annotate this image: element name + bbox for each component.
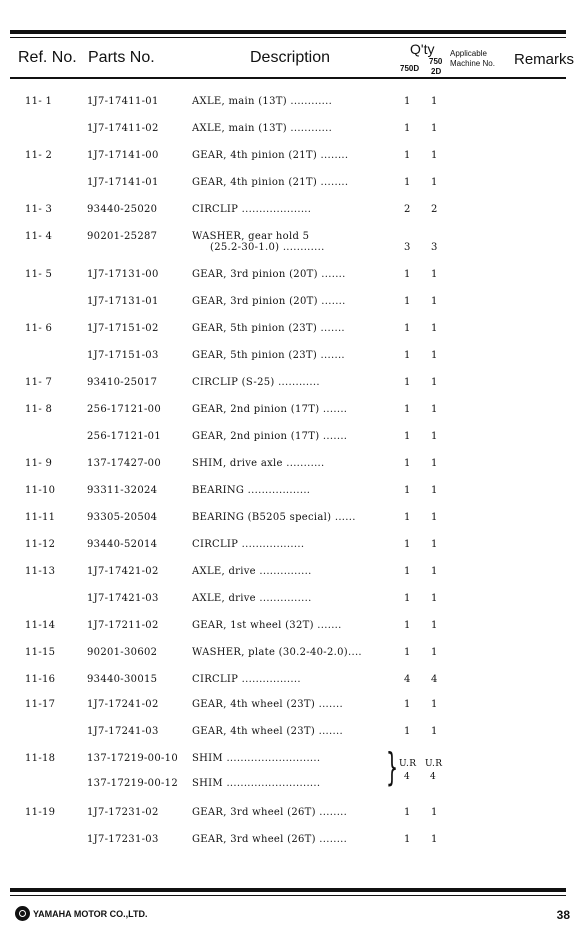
qty-750-2d-cell: 1 xyxy=(431,269,438,280)
description-cell: WASHER, plate (30.2-40-2.0).... xyxy=(192,647,362,658)
parts-no-cell: 1J7-17151-02 xyxy=(87,323,159,334)
parts-no-cell: 93305-20504 xyxy=(87,512,158,523)
qty-750d-cell: 1 xyxy=(404,458,411,469)
header-750-bottom: 2D xyxy=(431,67,442,76)
qty-750d-cell: 1 xyxy=(404,296,411,307)
qty-750-2d-cell: 1 xyxy=(431,647,438,658)
qty-750-2d-cell: 1 xyxy=(431,485,438,496)
header-rule xyxy=(10,77,566,79)
qty-750-2d-cell: 1 xyxy=(431,431,438,442)
qty-750d-cell: 1 xyxy=(404,699,411,710)
qty-750-2d-cell: 1 xyxy=(431,323,438,334)
ref-cell: 11-19 xyxy=(25,807,56,818)
page-number: 38 xyxy=(556,908,570,922)
description-cell: GEAR, 1st wheel (32T) ....... xyxy=(192,620,342,631)
header-ref-no: Ref. No. xyxy=(18,49,77,66)
qty-750-2d-cell: 1 xyxy=(431,539,438,550)
qty-750d-cell: 2 xyxy=(404,204,411,215)
description-cell: AXLE, drive ............... xyxy=(192,566,312,577)
description-cell: SHIM ........................... xyxy=(192,753,321,764)
parts-no-cell: 1J7-17231-03 xyxy=(87,834,159,845)
parts-no-cell: 1J7-17231-02 xyxy=(87,807,159,818)
ref-cell: 11-10 xyxy=(25,485,56,496)
ref-cell: 11- 7 xyxy=(25,377,53,388)
description-cell: GEAR, 2nd pinion (17T) ....... xyxy=(192,404,348,415)
qty-750d-cell: 1 xyxy=(404,485,411,496)
qty-750-2d-cell: 1 xyxy=(431,350,438,361)
qty-750-2d-cell: 1 xyxy=(431,177,438,188)
ref-cell: 11- 4 xyxy=(25,231,53,242)
qty-750d-cell: 1 xyxy=(404,647,411,658)
ref-cell: 11-13 xyxy=(25,566,56,577)
parts-no-cell: 93410-25017 xyxy=(87,377,158,388)
qty-750-2d-cell: 1 xyxy=(431,593,438,604)
header-750-top: 750 xyxy=(429,57,443,66)
parts-no-cell: 93440-30015 xyxy=(87,674,158,685)
ref-cell: 11- 6 xyxy=(25,323,53,334)
parts-no-cell: 137-17219-00-10 xyxy=(87,753,178,764)
qty-750d-cell: 1 xyxy=(404,431,411,442)
qty-750d-cell: 1 xyxy=(404,123,411,134)
qty-750d-cell: 1 xyxy=(404,834,411,845)
header-remarks: Remarks xyxy=(514,51,575,68)
parts-no-cell: 1J7-17411-02 xyxy=(87,123,159,134)
parts-no-cell: 137-17219-00-12 xyxy=(87,778,178,789)
qty-750d-cell: 1 xyxy=(404,96,411,107)
qty-750-2d-cell: 1 xyxy=(431,726,438,737)
qty-750d-cell: 1 xyxy=(404,377,411,388)
description-cell: BEARING (B5205 special) ...... xyxy=(192,512,356,523)
description-cell: WASHER, gear hold 5 xyxy=(192,231,310,242)
description-cell: GEAR, 3rd wheel (26T) ........ xyxy=(192,807,348,818)
qty-750d-cell: 1 xyxy=(404,269,411,280)
ref-cell: 11-14 xyxy=(25,620,56,631)
parts-no-cell: 93440-52014 xyxy=(87,539,158,550)
qty-750-2d-cell: 1 xyxy=(431,296,438,307)
ref-cell: 11-11 xyxy=(25,512,56,523)
description-cell: GEAR, 4th wheel (23T) ....... xyxy=(192,699,343,710)
ref-cell: 11- 8 xyxy=(25,404,53,415)
qty-750-2d-cell: 1 xyxy=(431,807,438,818)
description-cell: GEAR, 3rd wheel (26T) ........ xyxy=(192,834,348,845)
parts-no-cell: 1J7-17411-01 xyxy=(87,96,159,107)
qty-750d-cell: 1 xyxy=(404,323,411,334)
parts-no-cell: 1J7-17151-03 xyxy=(87,350,159,361)
qty-750-2d-cell: 1 xyxy=(431,834,438,845)
parts-no-cell: 1J7-17141-00 xyxy=(87,150,159,161)
description-cell: AXLE, main (13T) ............ xyxy=(192,123,333,134)
description-cell: CIRCLIP .................... xyxy=(192,204,312,215)
shim-q1-value: 4 xyxy=(404,772,411,782)
shim-q1-ur: U.R xyxy=(399,759,417,769)
ref-cell: 11- 2 xyxy=(25,150,53,161)
qty-750-2d-cell: 3 xyxy=(431,242,438,253)
description-cell: GEAR, 4th wheel (23T) ....... xyxy=(192,726,343,737)
qty-750d-cell: 1 xyxy=(404,177,411,188)
description-cell: GEAR, 5th pinion (23T) ....... xyxy=(192,350,345,361)
qty-750d-cell: 1 xyxy=(404,807,411,818)
description-cell: SHIM, drive axle ........... xyxy=(192,458,325,469)
description-cell: SHIM ........................... xyxy=(192,778,321,789)
qty-750d-cell: 1 xyxy=(404,512,411,523)
parts-no-cell: 256-17121-01 xyxy=(87,431,161,442)
shim-brace: } xyxy=(386,745,399,789)
qty-750d-cell: 1 xyxy=(404,404,411,415)
header-qty: Q'ty xyxy=(410,41,435,57)
parts-no-cell: 90201-30602 xyxy=(87,647,158,658)
header-description: Description xyxy=(250,49,331,66)
qty-750-2d-cell: 1 xyxy=(431,377,438,388)
ref-cell: 11- 3 xyxy=(25,204,53,215)
description-cell: CIRCLIP (S-25) ............ xyxy=(192,377,320,388)
qty-750-2d-cell: 1 xyxy=(431,96,438,107)
parts-no-cell: 137-17427-00 xyxy=(87,458,161,469)
ref-cell: 11- 9 xyxy=(25,458,53,469)
ref-cell: 11-16 xyxy=(25,674,56,685)
footer-company: YAMAHA MOTOR CO.,LTD. xyxy=(33,908,148,919)
yamaha-logo-icon xyxy=(15,906,30,921)
description-cell: GEAR, 3rd pinion (20T) ....... xyxy=(192,296,346,307)
ref-cell: 11- 5 xyxy=(25,269,53,280)
qty-750-2d-cell: 1 xyxy=(431,404,438,415)
parts-no-cell: 1J7-17131-01 xyxy=(87,296,159,307)
parts-no-cell: 1J7-17211-02 xyxy=(87,620,159,631)
qty-750-2d-cell: 1 xyxy=(431,566,438,577)
header-parts-no: Parts No. xyxy=(88,49,155,66)
parts-no-cell: 1J7-17241-03 xyxy=(87,726,159,737)
description-cell: CIRCLIP ................. xyxy=(192,674,301,685)
qty-750d-cell: 1 xyxy=(404,566,411,577)
qty-750d-cell: 3 xyxy=(404,242,411,253)
qty-750-2d-cell: 4 xyxy=(431,674,438,685)
parts-no-cell: 1J7-17131-00 xyxy=(87,269,159,280)
header-750d: 750D xyxy=(400,64,420,73)
bottom-rule-thin xyxy=(10,895,566,896)
description-cell: AXLE, drive ............... xyxy=(192,593,312,604)
ref-cell: 11-15 xyxy=(25,647,56,658)
parts-no-cell: 90201-25287 xyxy=(87,231,158,242)
qty-750-2d-cell: 2 xyxy=(431,204,438,215)
ref-cell: 11- 1 xyxy=(25,96,53,107)
ref-cell: 11-18 xyxy=(25,753,56,764)
ref-cell: 11-17 xyxy=(25,699,56,710)
qty-750-2d-cell: 1 xyxy=(431,620,438,631)
qty-750-2d-cell: 1 xyxy=(431,150,438,161)
qty-750d-cell: 1 xyxy=(404,539,411,550)
qty-750-2d-cell: 1 xyxy=(431,123,438,134)
description-cell: GEAR, 2nd pinion (17T) ....... xyxy=(192,431,348,442)
ref-cell: 11-12 xyxy=(25,539,56,550)
description-cell: AXLE, main (13T) ............ xyxy=(192,96,333,107)
top-rule-thick xyxy=(10,30,566,34)
header-machine-no: Machine No. xyxy=(450,59,495,68)
qty-750-2d-cell: 1 xyxy=(431,699,438,710)
description-cell: GEAR, 4th pinion (21T) ........ xyxy=(192,150,349,161)
bottom-rule-thick xyxy=(10,888,566,892)
parts-no-cell: 1J7-17421-02 xyxy=(87,566,159,577)
parts-no-cell: 1J7-17241-02 xyxy=(87,699,159,710)
qty-750-2d-cell: 1 xyxy=(431,458,438,469)
description-cell: GEAR, 3rd pinion (20T) ....... xyxy=(192,269,346,280)
parts-no-cell: 1J7-17421-03 xyxy=(87,593,159,604)
footer-brand xyxy=(15,906,148,921)
parts-no-cell: 256-17121-00 xyxy=(87,404,161,415)
description-cell: GEAR, 4th pinion (21T) ........ xyxy=(192,177,349,188)
qty-750d-cell: 4 xyxy=(404,674,411,685)
description-cell: BEARING .................. xyxy=(192,485,311,496)
qty-750-2d-cell: 1 xyxy=(431,512,438,523)
shim-q2-ur: U.R xyxy=(425,759,443,769)
qty-750d-cell: 1 xyxy=(404,593,411,604)
description-cell: CIRCLIP .................. xyxy=(192,539,305,550)
qty-750d-cell: 1 xyxy=(404,350,411,361)
parts-no-cell: 93311-32024 xyxy=(87,485,158,496)
header-applicable: Applicable xyxy=(450,49,487,58)
shim-q2-value: 4 xyxy=(430,772,437,782)
parts-no-cell: 1J7-17141-01 xyxy=(87,177,159,188)
description-cell-line2: (25.2-30-1.0) ............ xyxy=(210,242,325,253)
top-rule-thin xyxy=(10,37,566,38)
qty-750d-cell: 1 xyxy=(404,726,411,737)
qty-750d-cell: 1 xyxy=(404,150,411,161)
parts-no-cell: 93440-25020 xyxy=(87,204,158,215)
description-cell: GEAR, 5th pinion (23T) ....... xyxy=(192,323,345,334)
qty-750d-cell: 1 xyxy=(404,620,411,631)
